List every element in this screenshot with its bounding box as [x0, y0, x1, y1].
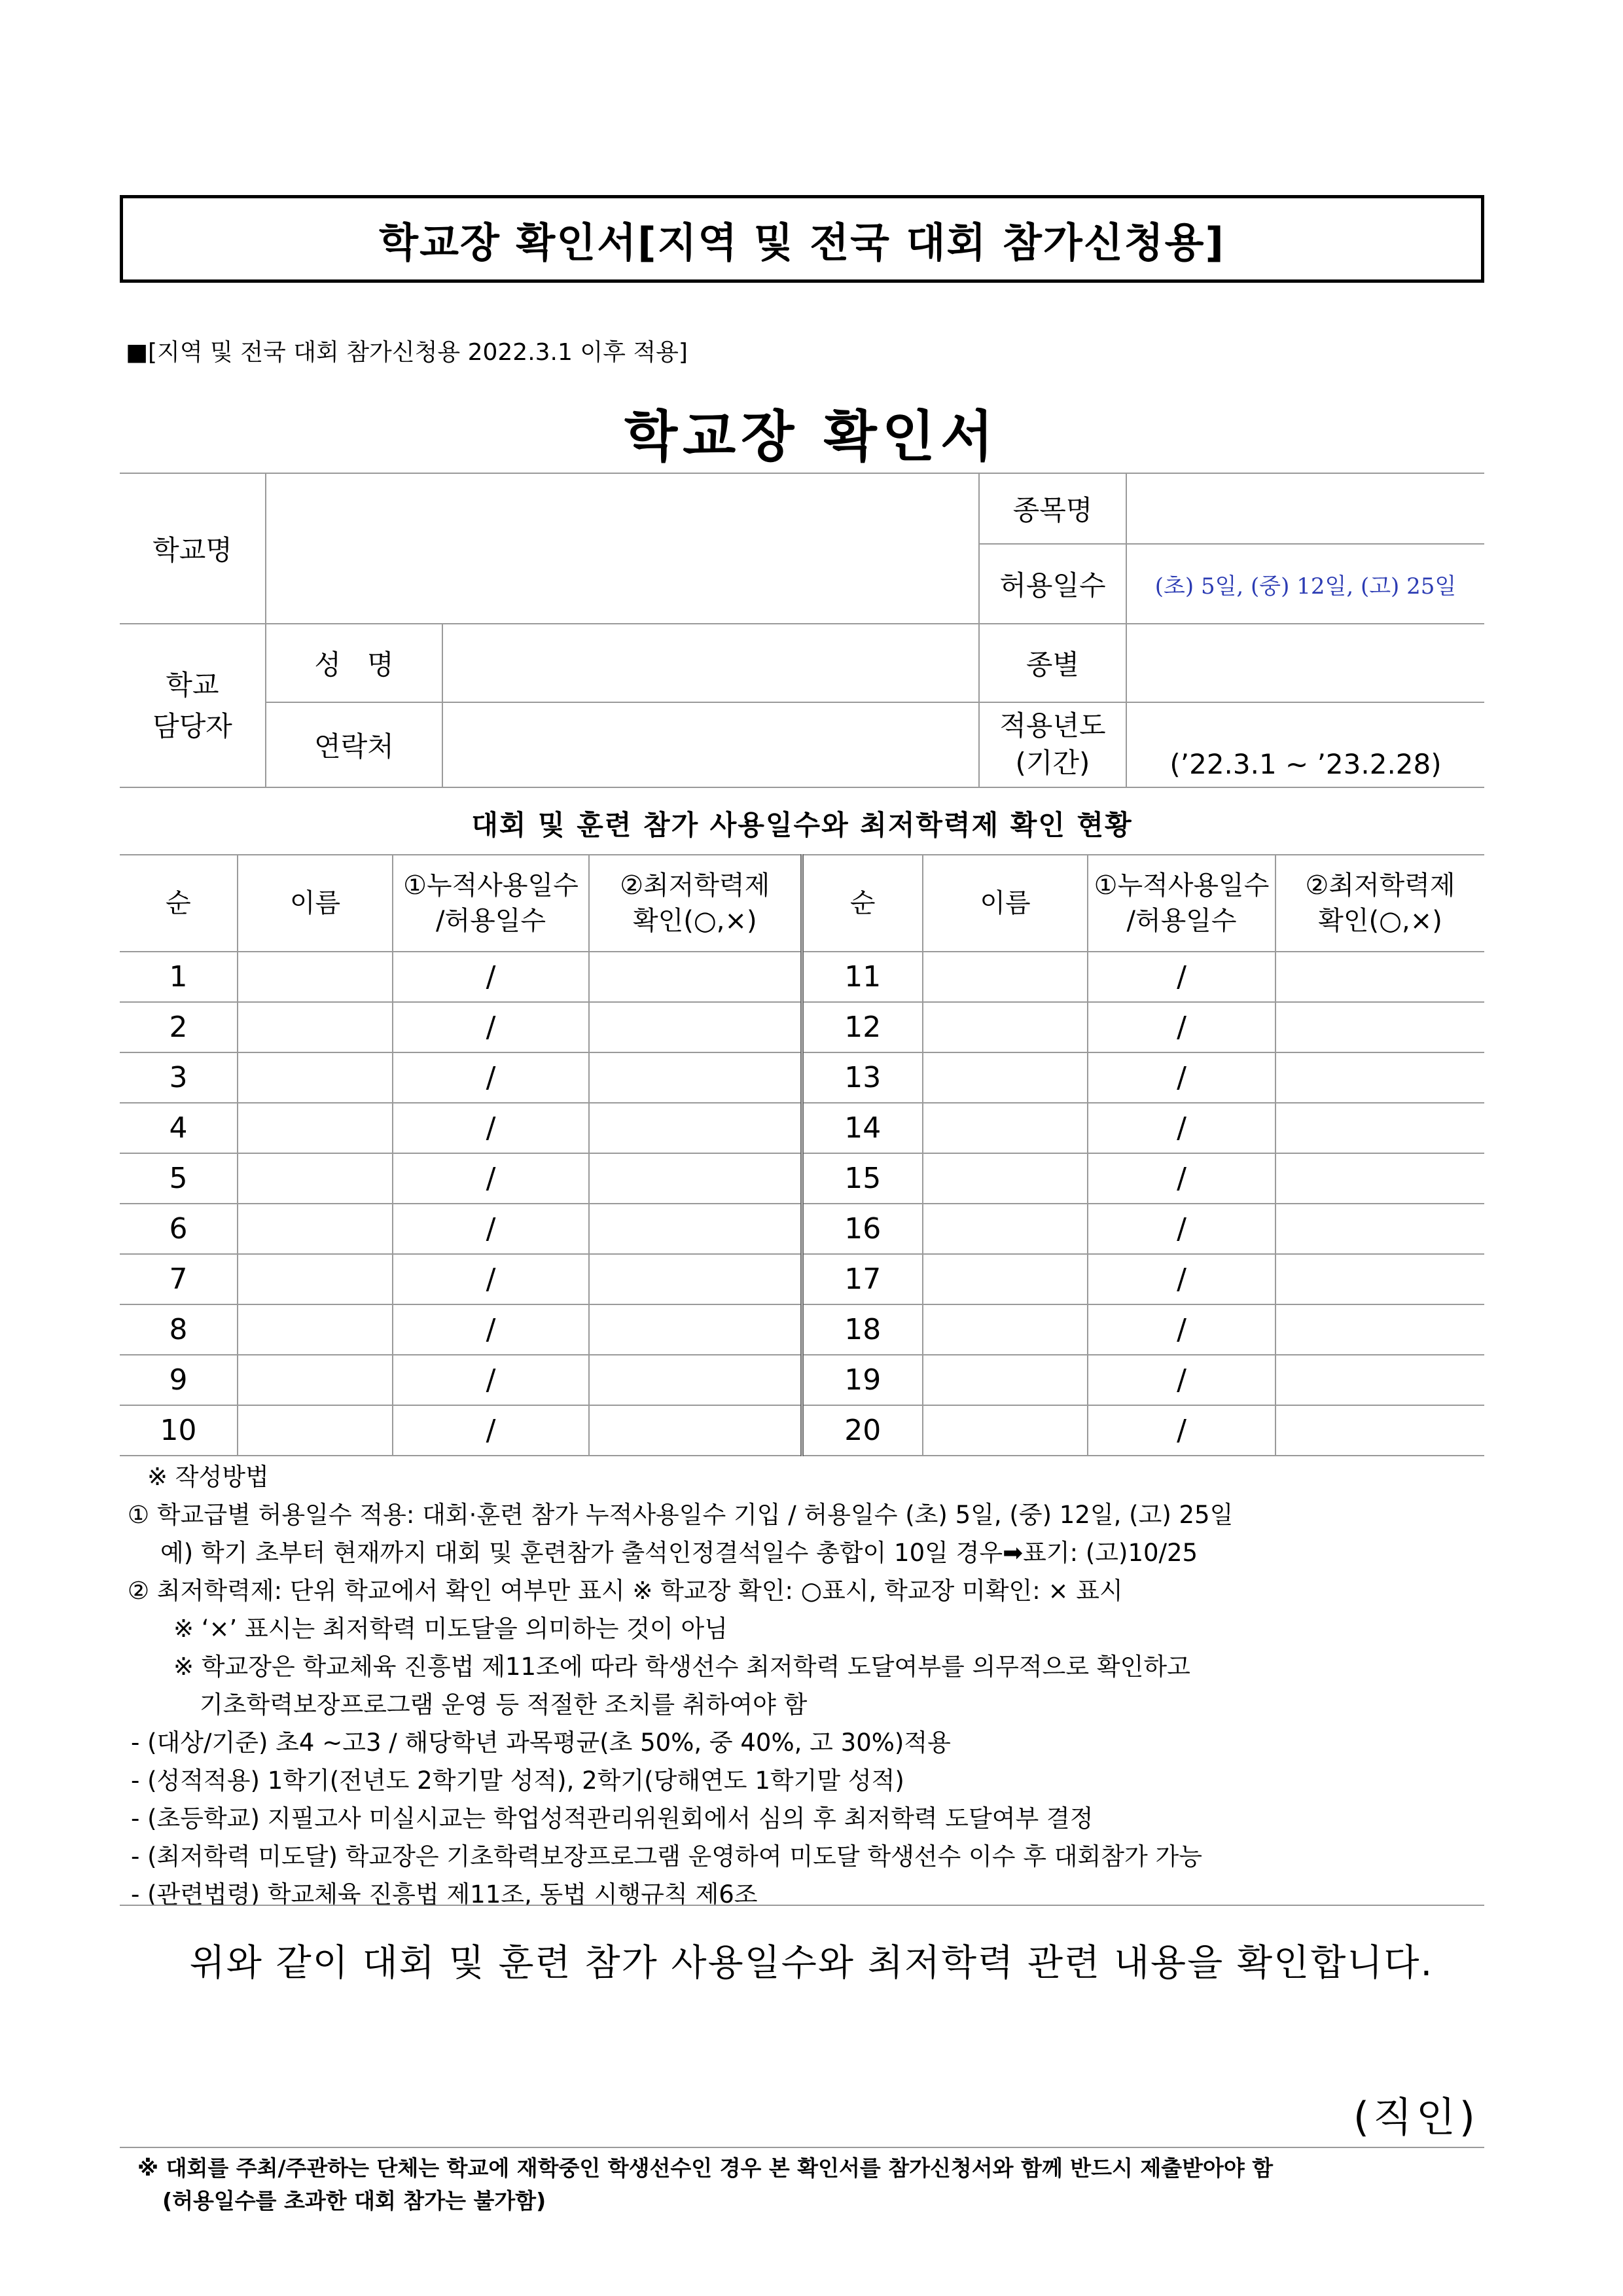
- period-value: (’22.3.1 ~ ’23.2.28): [1126, 702, 1484, 787]
- table-row: [120, 1153, 1484, 1204]
- days-cell[interactable]: /: [1088, 1254, 1275, 1304]
- student-name-cell[interactable]: [238, 1405, 393, 1456]
- table-row: [120, 1405, 1484, 1456]
- staff-name-field[interactable]: [442, 624, 979, 702]
- days-cell[interactable]: /: [393, 1103, 589, 1153]
- table-row: [120, 1355, 1484, 1405]
- row-number: 15: [802, 1153, 923, 1204]
- academic-check-cell[interactable]: [589, 1052, 802, 1103]
- row-number: 13: [802, 1052, 923, 1103]
- period-label: 적용년도 (기간): [979, 702, 1126, 787]
- gender-label: 종별: [979, 624, 1126, 702]
- contact-field[interactable]: [442, 702, 979, 787]
- footer-line-1: ※ 대회를 주최/주관하는 단체는 학교에 재학중인 학생선수인 경우 본 확인서를 참가신청서와 함께 반드시 제출받아야 함: [137, 2155, 1274, 2181]
- col-name-header: 이름: [238, 855, 393, 952]
- academic-check-cell[interactable]: [1275, 1002, 1484, 1052]
- row-number: 16: [802, 1204, 923, 1254]
- row-number: 18: [802, 1304, 923, 1355]
- row-number: 2: [120, 1002, 238, 1052]
- row-number: 12: [802, 1002, 923, 1052]
- days-cell[interactable]: /: [1088, 1153, 1275, 1204]
- official-seal-text: (직인): [1353, 2093, 1479, 2141]
- student-name-cell[interactable]: [238, 1254, 393, 1304]
- table-row: [120, 952, 1484, 1002]
- allowed-days-label: 허용일수: [979, 544, 1126, 624]
- academic-check-cell[interactable]: [1275, 1355, 1484, 1405]
- days-cell[interactable]: /: [1088, 1405, 1275, 1456]
- row-number: 6: [120, 1204, 238, 1254]
- instructions-heading: ※ 작성방법: [147, 1463, 269, 1491]
- academic-check-cell[interactable]: [589, 1254, 802, 1304]
- student-name-cell[interactable]: [923, 1153, 1088, 1204]
- col-academic-header: ②최저학력제 확인(○,×): [589, 855, 802, 952]
- row-number: 14: [802, 1103, 923, 1153]
- instruction-line-3: ② 최저학력제: 단위 학교에서 확인 여부만 표시 ※ 학교장 확인: ○표시, 학교장 미확인: × 표시: [128, 1577, 1123, 1605]
- academic-check-cell[interactable]: [589, 1204, 802, 1254]
- academic-check-cell[interactable]: [1275, 1405, 1484, 1456]
- staff-label: 학교 담당자: [120, 624, 266, 787]
- instruction-line-5: ※ 학교장은 학교체육 진흥법 제11조에 따라 학생선수 최저학력 도달여부를 의무적으로 확인하고: [173, 1653, 1190, 1681]
- divider: [120, 2147, 1484, 2148]
- academic-check-cell[interactable]: [1275, 1254, 1484, 1304]
- student-name-cell[interactable]: [238, 1052, 393, 1103]
- academic-check-cell[interactable]: [1275, 1304, 1484, 1355]
- roster-body: [120, 952, 1484, 1456]
- instruction-line-1: ① 학교급별 허용일수 적용: 대회·훈련 참가 누적사용일수 기입 / 허용일수 (초) 5일, (중) 12일, (고) 25일: [128, 1501, 1234, 1529]
- col-academic-header: ②최저학력제 확인(○,×): [1275, 855, 1484, 952]
- row-number: 8: [120, 1304, 238, 1355]
- student-name-cell[interactable]: [238, 1304, 393, 1355]
- student-name-cell[interactable]: [238, 1103, 393, 1153]
- col-no-header: 순: [802, 855, 923, 952]
- instructions: [128, 1458, 1489, 1914]
- gender-field[interactable]: [1126, 624, 1484, 702]
- academic-check-cell[interactable]: [589, 1355, 802, 1405]
- student-name-cell[interactable]: [238, 1204, 393, 1254]
- days-cell[interactable]: /: [393, 1052, 589, 1103]
- student-name-cell[interactable]: [923, 952, 1088, 1002]
- page-title: 학교장 확인서: [624, 404, 999, 469]
- student-name-cell[interactable]: [238, 952, 393, 1002]
- table-row: [120, 1103, 1484, 1153]
- student-name-cell[interactable]: [923, 1355, 1088, 1405]
- academic-check-cell[interactable]: [589, 1405, 802, 1456]
- divider: [120, 1905, 1484, 1906]
- student-name-cell[interactable]: [238, 1002, 393, 1052]
- days-cell[interactable]: /: [1088, 1204, 1275, 1254]
- academic-check-cell[interactable]: [1275, 1052, 1484, 1103]
- days-cell[interactable]: /: [393, 1304, 589, 1355]
- event-label: 종목명: [979, 473, 1126, 544]
- instruction-line-10: - (최저학력 미도달) 학교장은 기초학력보장프로그램 운영하여 미도달 학생선수 이수 후 대회참가 가능: [131, 1842, 1203, 1871]
- academic-check-cell[interactable]: [589, 1103, 802, 1153]
- row-number: 5: [120, 1153, 238, 1204]
- row-number: 9: [120, 1355, 238, 1405]
- days-cell[interactable]: /: [393, 1355, 589, 1405]
- table-row: [120, 1304, 1484, 1355]
- instruction-line-6: 기초학력보장프로그램 운영 등 적절한 조치를 취하여야 함: [200, 1691, 808, 1719]
- contact-label: 연락처: [266, 702, 442, 787]
- student-name-cell[interactable]: [923, 1052, 1088, 1103]
- table-row: [120, 1052, 1484, 1103]
- student-name-cell[interactable]: [923, 1103, 1088, 1153]
- days-cell[interactable]: /: [1088, 1052, 1275, 1103]
- student-name-cell[interactable]: [238, 1355, 393, 1405]
- instruction-line-4: ※ ‘×’ 표시는 최저학력 미도달을 의미하는 것이 아님: [173, 1615, 728, 1643]
- row-number: 17: [802, 1254, 923, 1304]
- row-number: 7: [120, 1254, 238, 1304]
- days-cell[interactable]: /: [1088, 1304, 1275, 1355]
- instruction-line-8: - (성적적용) 1학기(전년도 2학기말 성적), 2학기(당해연도 1학기말 성적): [131, 1767, 904, 1795]
- instruction-line-9: - (초등학교) 지필고사 미실시교는 학업성적관리위원회에서 심의 후 최저학력 도달여부 결정: [131, 1804, 1094, 1833]
- days-cell[interactable]: /: [1088, 1002, 1275, 1052]
- row-number: 10: [120, 1405, 238, 1456]
- row-number: 11: [802, 952, 923, 1002]
- form-usage-note: ■[지역 및 전국 대회 참가신청용 2022.3.1 이후 적용]: [126, 339, 688, 366]
- table-row: [120, 1254, 1484, 1304]
- school-name-field[interactable]: [266, 473, 979, 624]
- days-cell[interactable]: /: [393, 952, 589, 1002]
- row-number: 3: [120, 1052, 238, 1103]
- student-name-cell[interactable]: [923, 1002, 1088, 1052]
- table-row: [120, 1002, 1484, 1052]
- allowed-days-value: (초) 5일, (중) 12일, (고) 25일: [1126, 544, 1484, 624]
- instruction-line-7: - (대상/기준) 초4 ~고3 / 해당학년 과목평균(초 50%, 중 40%, 고 30%)적용: [131, 1729, 951, 1757]
- roster-table-title: 대회 및 훈련 참가 사용일수와 최저학력제 확인 현황: [471, 808, 1133, 841]
- academic-check-cell[interactable]: [1275, 1204, 1484, 1254]
- footer-line-2: (허용일수를 초과한 대회 참가는 불가함): [162, 2188, 546, 2214]
- academic-check-cell[interactable]: [589, 1153, 802, 1204]
- roster-table: [120, 854, 1484, 1456]
- days-cell[interactable]: /: [393, 1153, 589, 1204]
- confirmation-statement: 위와 같이 대회 및 훈련 참가 사용일수와 최저학력 관련 내용을 확인합니다.: [189, 1942, 1434, 1984]
- days-cell[interactable]: /: [1088, 952, 1275, 1002]
- table-row: [120, 1204, 1484, 1254]
- days-cell[interactable]: /: [393, 1002, 589, 1052]
- roster-header-row: [120, 855, 1484, 952]
- staff-name-label: 성 명: [266, 624, 442, 702]
- col-days-header: ①누적사용일수 /허용일수: [1088, 855, 1275, 952]
- school-name-label: 학교명: [120, 473, 266, 624]
- form-header-title: 학교장 확인서[지역 및 전국 대회 참가신청용]: [120, 195, 1484, 283]
- academic-check-cell[interactable]: [589, 1304, 802, 1355]
- student-name-cell[interactable]: [923, 1254, 1088, 1304]
- col-name-header: 이름: [923, 855, 1088, 952]
- row-number: 20: [802, 1405, 923, 1456]
- days-cell[interactable]: /: [393, 1204, 589, 1254]
- student-name-cell[interactable]: [923, 1405, 1088, 1456]
- event-field[interactable]: [1126, 473, 1484, 544]
- row-number: 1: [120, 952, 238, 1002]
- footer-note: [137, 2152, 1486, 2217]
- instruction-line-2: 예) 학기 초부터 현재까지 대회 및 훈련참가 출석인정결석일수 총합이 10일 경우➡표기: (고)10/25: [160, 1539, 1198, 1567]
- col-no-header: 순: [120, 855, 238, 952]
- academic-check-cell[interactable]: [589, 1002, 802, 1052]
- days-cell[interactable]: /: [393, 1405, 589, 1456]
- student-name-cell[interactable]: [923, 1204, 1088, 1254]
- academic-check-cell[interactable]: [1275, 1103, 1484, 1153]
- row-number: 19: [802, 1355, 923, 1405]
- academic-check-cell[interactable]: [589, 952, 802, 1002]
- row-number: 4: [120, 1103, 238, 1153]
- days-cell[interactable]: /: [1088, 1103, 1275, 1153]
- instruction-line-11: - (관련법령) 학교체육 진흥법 제11조, 동법 시행규칙 제6조: [131, 1880, 758, 1909]
- days-cell[interactable]: /: [393, 1254, 589, 1304]
- student-name-cell[interactable]: [238, 1153, 393, 1204]
- academic-check-cell[interactable]: [1275, 1153, 1484, 1204]
- days-cell[interactable]: /: [1088, 1355, 1275, 1405]
- student-name-cell[interactable]: [923, 1304, 1088, 1355]
- school-info-table: [120, 473, 1484, 788]
- academic-check-cell[interactable]: [1275, 952, 1484, 1002]
- col-days-header: ①누적사용일수 /허용일수: [393, 855, 589, 952]
